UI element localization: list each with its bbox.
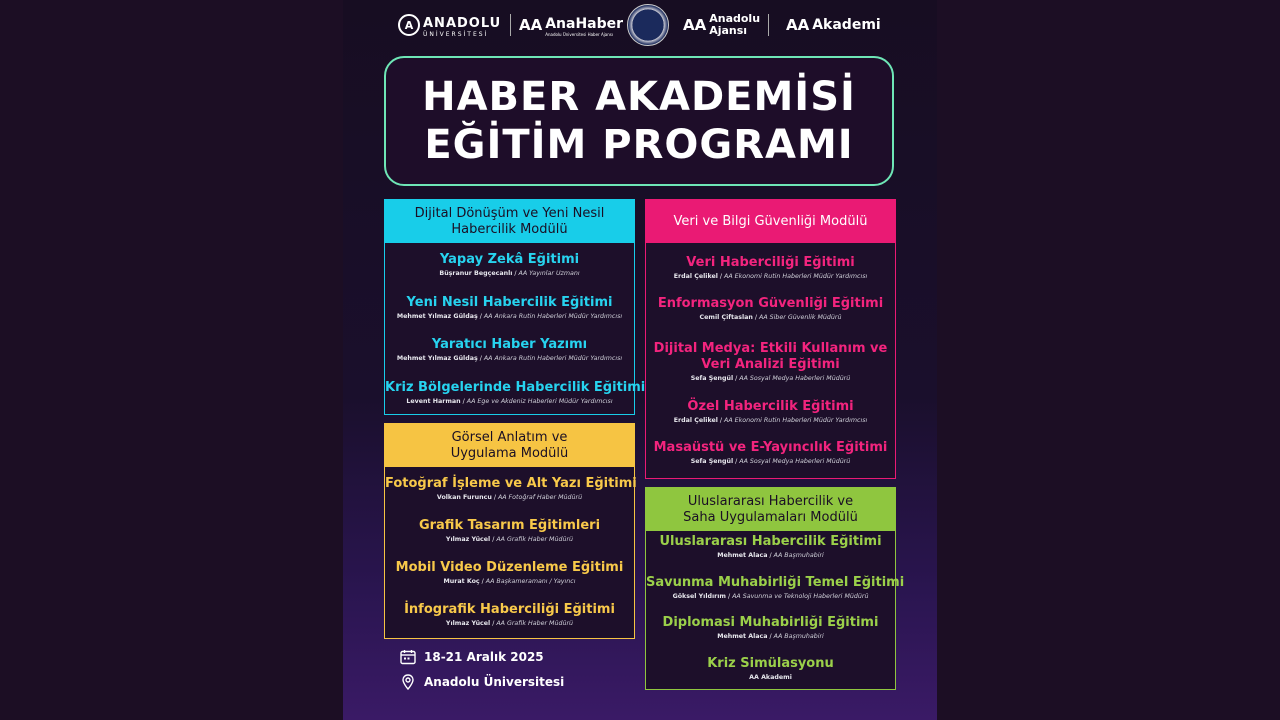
instructor-name: Volkan Furuncu <box>436 494 492 501</box>
instructor-role: AA Ege ve Akdeniz Haberleri Müdür Yardımcısı <box>466 398 613 405</box>
instructor-name: Levent Harman <box>406 398 461 405</box>
course-title: Özel Habercilik Eğitimi <box>687 399 854 414</box>
university-seal-logo <box>627 4 669 46</box>
instructor-name: Yılmaz Yücel <box>445 536 491 543</box>
title-box <box>384 56 894 186</box>
course-item: Yapay Zekâ Eğitimi Büşranur Begçecanlı / AA Yayınlar Uzmanı <box>385 252 634 278</box>
anadolu-ajansi-logo <box>683 12 760 38</box>
course-title: Uluslararası Habercilik Eğitimi <box>659 534 882 549</box>
instructor-role: AA Başmuhabiri <box>773 633 824 640</box>
anahaber-logo <box>519 12 623 38</box>
course-item: Mobil Video Düzenleme Eğitimi Murat Koç / AA Başkameramanı / Yayıncı <box>385 560 634 586</box>
instructor-role: AA Grafik Haber Müdürü <box>496 620 574 627</box>
instructor-name: Büşranur Begçecanlı <box>439 270 513 277</box>
instructor-name: Mehmet Yılmaz Güldaş <box>396 355 478 362</box>
instructor-role: AA Başkameramanı / Yayıncı <box>485 578 576 585</box>
instructor-name: Erdal Çelikel <box>673 417 718 424</box>
course-title: Kriz Simülasyonu <box>707 656 834 671</box>
instructor-role: AA Savunma ve Teknoloji Haberleri Müdürü <box>732 593 869 600</box>
event-date-text: 18-21 Aralık 2025 <box>424 650 544 664</box>
instructor-role: AA Sosyal Medya Haberleri Müdürü <box>739 458 851 465</box>
instructor-role: AA Sosyal Medya Haberleri Müdürü <box>739 375 851 382</box>
course-title-line-2: Veri Analizi Eğitimi <box>701 357 840 372</box>
instructor-name: Mehmet Alaca <box>717 633 768 640</box>
event-location <box>400 674 564 690</box>
course-title: Masaüstü ve E-Yayıncılık Eğitimi <box>653 440 888 455</box>
title-line-2: EĞİTİM PROGRAMI <box>424 122 854 168</box>
course-item: Uluslararası Habercilik Eğitimi Mehmet Alaca / AA Başmuhabiri <box>646 534 895 560</box>
instructor-role: AA Ekonomi Rutin Haberleri Müdür Yardımcısı <box>724 417 868 424</box>
module-header-line: Dijital Dönüşüm ve Yeni Nesil <box>414 205 605 221</box>
anahaber-logo-text: AnaHaber <box>545 16 624 32</box>
instructor-role: AA Ankara Rutin Haberleri Müdür Yardımcısı <box>483 355 623 362</box>
course-item: Dijital Medya: Etkili Kullanım ve Veri Analizi Eğitimi Sefa Şengül / AA Sosyal Medya Haberleri Müdürü <box>646 341 895 383</box>
course-item: Yeni Nesil Habercilik Eğitimi Mehmet Yılmaz Güldaş / AA Ankara Rutin Haberleri Müdür Yardımcısı <box>385 295 634 321</box>
anadolu-logo-text: ANADOLU <box>423 16 502 31</box>
course-title: Diplomasi Muhabirliği Eğitimi <box>662 615 879 630</box>
event-date <box>400 649 544 665</box>
instructor-name: AA Akademi <box>749 674 792 681</box>
instructor-name: Mehmet Yılmaz Güldaş <box>396 313 478 320</box>
module-header-line: Uluslararası Habercilik ve <box>687 493 854 509</box>
module-security-header <box>646 200 895 243</box>
module-digital <box>384 199 646 415</box>
course-title: Yapay Zekâ Eğitimi <box>439 252 580 267</box>
instructor-role: AA Yayınlar Uzmanı <box>518 270 580 277</box>
instructor-name: Murat Koç <box>443 578 480 585</box>
logo-divider <box>510 14 511 36</box>
module-header-line: Uygulama Modülü <box>450 445 569 461</box>
aa-logo-subtext: Ajansı <box>709 24 748 37</box>
instructor-role: AA Başmuhabiri <box>773 552 824 559</box>
course-item: Özel Habercilik Eğitimi Erdal Çelikel / AA Ekonomi Rutin Haberleri Müdür Yardımcısı <box>646 399 895 425</box>
course-item: Kriz Bölgelerinde Habercilik Eğitimi Levent Harman / AA Ege ve Akdeniz Haberleri Müdür Yardımcısı <box>385 380 646 405</box>
course-title: Veri Haberciliği Eğitimi <box>686 255 855 270</box>
module-visual <box>384 423 635 639</box>
course-title: Yaratıcı Haber Yazımı <box>431 337 588 352</box>
calendar-icon <box>400 649 416 665</box>
anahaber-logo-subtext: Anadolu Üniversitesi Haber Ajansı <box>545 32 613 37</box>
module-header-line: Veri ve Bilgi Güvenliği Modülü <box>673 213 868 229</box>
instructor-role: AA Ekonomi Rutin Haberleri Müdür Yardımcısı <box>724 273 868 280</box>
module-header-line: Görsel Anlatım ve <box>451 429 568 445</box>
course-item: Fotoğraf İşleme ve Alt Yazı Eğitimi Volkan Furuncu / AA Fotoğraf Haber Müdürü <box>385 476 637 501</box>
course-title: İnfografik Haberciliği Eğitimi <box>404 602 615 617</box>
course-item: İnfografik Haberciliği Eğitimi Yılmaz Yücel / AA Grafik Haber Müdürü <box>385 602 634 628</box>
instructor-role: AA Grafik Haber Müdürü <box>496 536 574 543</box>
course-item: Savunma Muhabirliği Temel Eğitimi Göksel Yıldırım / AA Savunma ve Teknoloji Haberleri Müdürü <box>646 575 905 600</box>
logo-strip <box>343 0 937 50</box>
logo-divider <box>768 14 769 36</box>
module-international <box>645 487 905 690</box>
aa-akademi-logo <box>786 12 881 38</box>
course-item: Veri Haberciliği Eğitimi Erdal Çelikel / AA Ekonomi Rutin Haberleri Müdür Yardımcısı <box>646 255 895 281</box>
course-item <box>646 656 895 682</box>
course-title: Grafik Tasarım Eğitimleri <box>418 518 601 533</box>
course-item: Enformasyon Güvenliği Eğitimi Cemil Çiftaslan / AA Siber Güvenlik Müdürü <box>646 296 895 322</box>
course-title: Kriz Bölgelerinde Habercilik Eğitimi <box>385 380 646 395</box>
course-item: Masaüstü ve E-Yayıncılık Eğitimi Sefa Şengül / AA Sosyal Medya Haberleri Müdürü <box>646 440 895 466</box>
instructor-role: AA Ankara Rutin Haberleri Müdür Yardımcısı <box>483 313 623 320</box>
instructor-name: Sefa Şengül <box>690 375 734 382</box>
title-line-1: HABER AKADEMİSİ <box>422 74 856 120</box>
course-title: Savunma Muhabirliği Temel Eğitimi <box>646 575 905 590</box>
instructor-role: AA Fotoğraf Haber Müdürü <box>497 494 583 501</box>
anahaber-logo-mark: AA <box>519 16 543 34</box>
akademi-logo-mark: AA <box>786 16 810 34</box>
course-title: Dijital Medya: Etkili Kullanım ve <box>653 341 888 356</box>
course-item: Grafik Tasarım Eğitimleri Yılmaz Yücel / AA Grafik Haber Müdürü <box>385 518 634 544</box>
course-title: Fotoğraf İşleme ve Alt Yazı Eğitimi <box>385 476 637 491</box>
instructor-name: Yılmaz Yücel <box>445 620 491 627</box>
akademi-logo-text: Akademi <box>812 17 881 33</box>
aa-logo-mark: AA <box>683 16 707 34</box>
course-title: Enformasyon Güvenliği Eğitimi <box>657 296 884 311</box>
module-visual-header <box>385 424 634 467</box>
course-title: Mobil Video Düzenleme Eğitimi <box>395 560 624 575</box>
course-item: Yaratıcı Haber Yazımı Mehmet Yılmaz Güldaş / AA Ankara Rutin Haberleri Müdür Yardımcısı <box>385 337 634 363</box>
instructor-name: Göksel Yıldırım <box>672 593 726 600</box>
anadolu-logo-subtext: ÜNİVERSİTESİ <box>423 31 489 38</box>
module-header-line: Saha Uygulamaları Modülü <box>683 509 858 525</box>
location-pin-icon <box>400 674 416 690</box>
anadolu-universitesi-logo <box>398 12 501 38</box>
instructor-name: Cemil Çiftaslan <box>699 314 753 321</box>
module-header-line: Habercilik Modülü <box>451 221 568 237</box>
aa-logo-text: Anadolu <box>709 12 761 25</box>
instructor-role: AA Siber Güvenlik Müdürü <box>759 314 842 321</box>
poster <box>343 0 937 720</box>
module-security <box>645 199 896 479</box>
event-location-text: Anadolu Üniversitesi <box>424 675 565 689</box>
module-digital-header <box>385 200 634 243</box>
instructor-name: Erdal Çelikel <box>673 273 718 280</box>
course-title: Yeni Nesil Habercilik Eğitimi <box>406 295 613 310</box>
instructor-name: Mehmet Alaca <box>717 552 768 559</box>
module-international-header <box>646 488 895 531</box>
instructor-name: Sefa Şengül <box>690 458 734 465</box>
anadolu-logo-mark: A <box>398 14 420 36</box>
course-item: Diplomasi Muhabirliği Eğitimi Mehmet Alaca / AA Başmuhabiri <box>646 615 895 641</box>
